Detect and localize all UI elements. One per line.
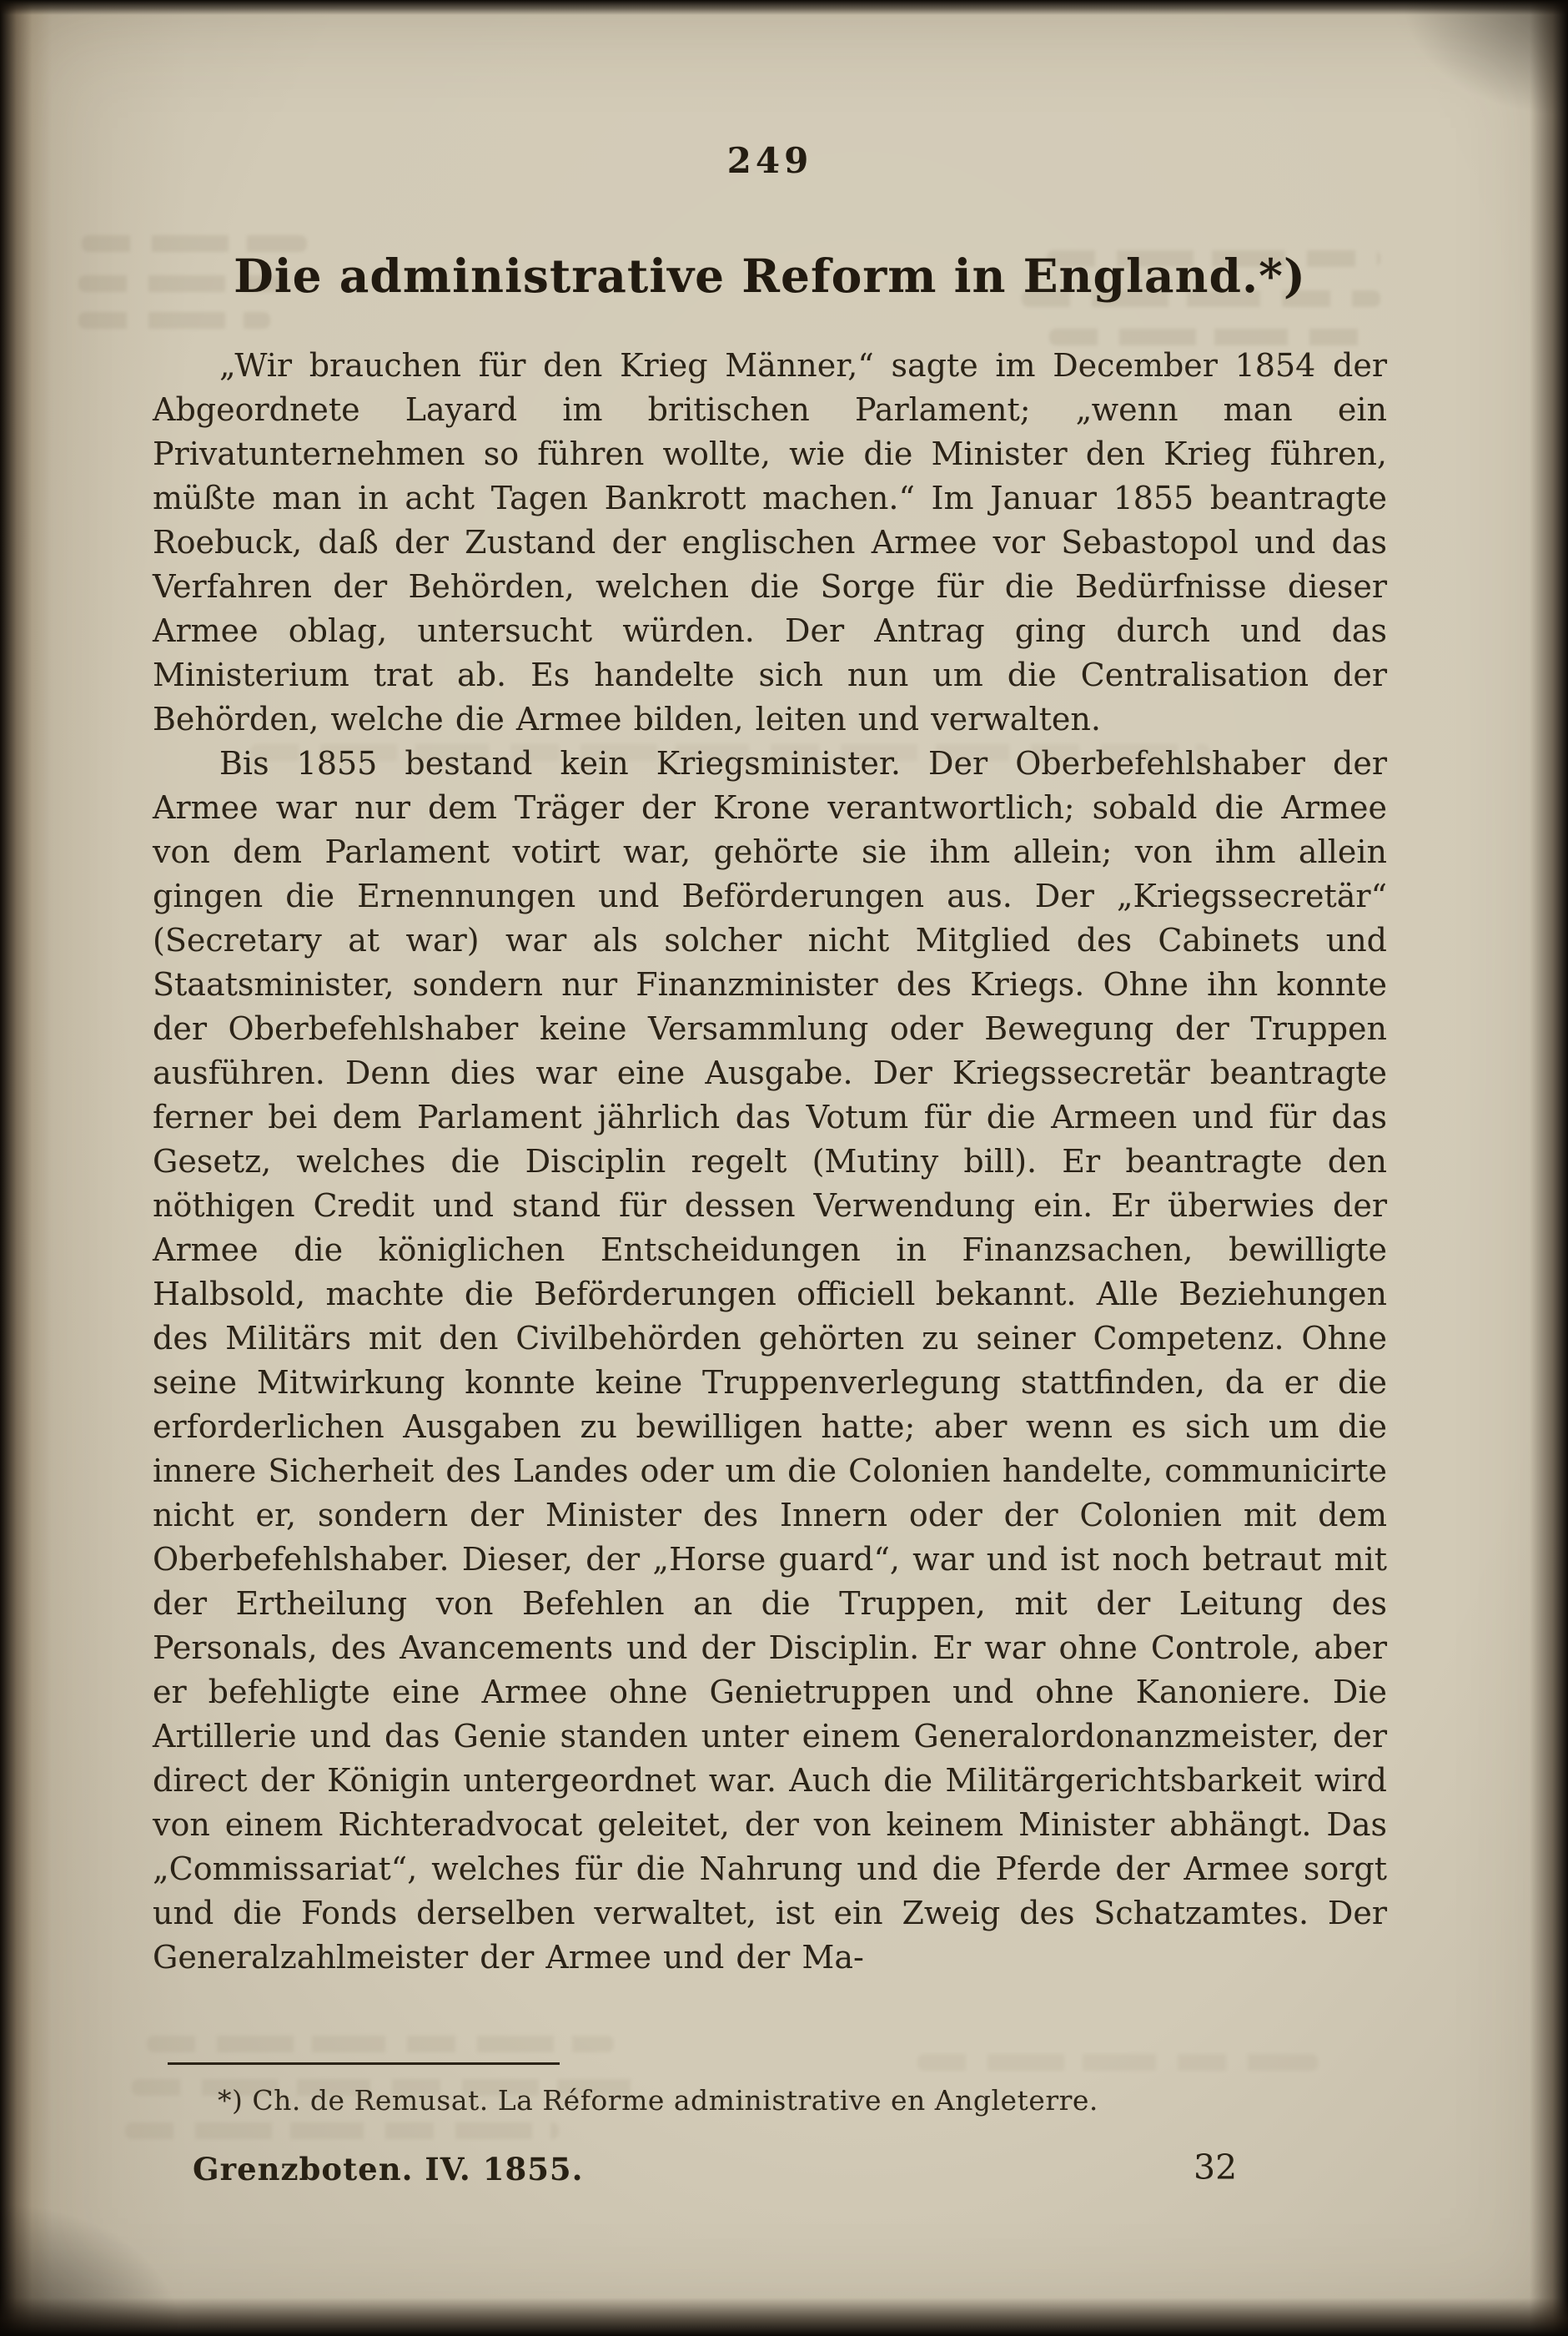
page-corner-shadow-top-right xyxy=(1401,0,1568,117)
sheet-signature-number: 32 xyxy=(1194,2147,1238,2187)
body-paragraph: „Wir brauchen für den Krieg Männer,“ sagte im December 1854 der Abgeordnete Layard im britischen Parlament; „wenn man ein Privatunternehmen so führen wollte, wie die Minister den Krieg führen, müßte man in acht Tagen Bankrott machen.“ Im Januar 1855 beantragte Roebuck, daß der Zustand der englischen Armee vor Sebastopol und das Verfahren der Behörden, welchen die Sorge für die Bedürfnisse dieser Armee oblag, untersucht würden. Der Antrag ging durch und das Ministerium trat ab. Es handelte sich nun um die Centralisation der Behörden, welche die Armee bilden, leiten und verwalten. xyxy=(153,347,1387,738)
page-edge-shadow-left xyxy=(0,0,52,2336)
bleed-through-text xyxy=(78,312,270,329)
bleed-through-text xyxy=(917,2054,1318,2071)
footnote-separator-rule xyxy=(168,2062,560,2065)
body-paragraph: Bis 1855 bestand kein Kriegsminister. Der Oberbefehlshaber der Armee war nur dem Träger der Krone verantwortlich; sobald die Armee von dem Parlament votirt war, gehörte sie ihm allein; von ihm allein gingen die Ernennungen und Beförderungen aus. Der „Kriegssecretär“ (Secretary at war) war als solcher nicht Mitglied des Cabinets und Staatsminister, sondern nur Finanzminister des Kriegs. Ohne ihn konnte der Oberbefehlshaber keine Versammlung oder Bewegung der Truppen ausführen. Denn dies war eine Ausgabe. Der Kriegssecretär beantragte ferner bei dem Parlament jährlich das Votum für die Armeen und für das Gesetz, welches die Disciplin regelt (Mutiny bill). Er beantragte den nöthigen Credit und stand für dessen Verwendung ein. Er überwies der Armee die königlichen Entscheidungen in Finanzsachen, bewilligte Halbsold, machte die Beförderungen officiell bekannt. Alle Beziehungen des Militärs mit den Civilbehörden gehörten zu seiner Competenz. Ohne seine Mitwirkung konnte keine Truppenverlegung stattfinden, da er die erforderlichen Ausgaben zu bewilligen hatte; aber wenn es sich um die innere Sicherheit des Landes oder um die Colonien handelte, communicirte nicht er, sondern der Minister des Innern oder der Colonien mit dem Oberbefehlshaber. Dieser, der „Horse guard“, war und ist noch betraut mit der Ertheilung von Befehlen an die Truppen, mit der Leitung des Personals, des Avancements und der Disciplin. Er war ohne Controle, aber er befehligte eine Armee ohne Genietruppen und ohne Kanoniere. Die Artillerie und das Genie standen unter einem Generalordonanzmeister, der direct der Königin untergeordnet war. Auch die Militärgerichtsbarkeit wird von einem Richteradvocat geleitet, der von keinem Minister abhängt. Das „Commissariat“, welches für die Nahrung und die Pferde der Armee sorgt und die Fonds derselben verwaltet, ist ein Zweig des Schatzamtes. Der Generalzahlmeister der Armee und der Ma- xyxy=(153,745,1387,1976)
article-title: Die administrative Reform in England.*) xyxy=(234,249,1306,303)
page-edge-shadow-bottom xyxy=(0,2298,1568,2336)
journal-imprint: Grenzboten. IV. 1855. xyxy=(193,2151,584,2187)
page-edge-shadow-top xyxy=(0,0,1568,15)
page-corner-shadow-bottom-left xyxy=(0,2203,183,2336)
page-edge-shadow-right xyxy=(1530,0,1568,2336)
bleed-through-text xyxy=(147,2036,614,2052)
bleed-through-text xyxy=(125,2122,559,2139)
page-number: 249 xyxy=(726,140,813,181)
footnote: *) Ch. de Remusat. La Réforme administrative en Angleterre. xyxy=(218,2084,1098,2117)
bleed-through-text xyxy=(1049,329,1370,345)
page-footer xyxy=(153,2147,1387,2187)
article-body xyxy=(153,344,1387,1980)
